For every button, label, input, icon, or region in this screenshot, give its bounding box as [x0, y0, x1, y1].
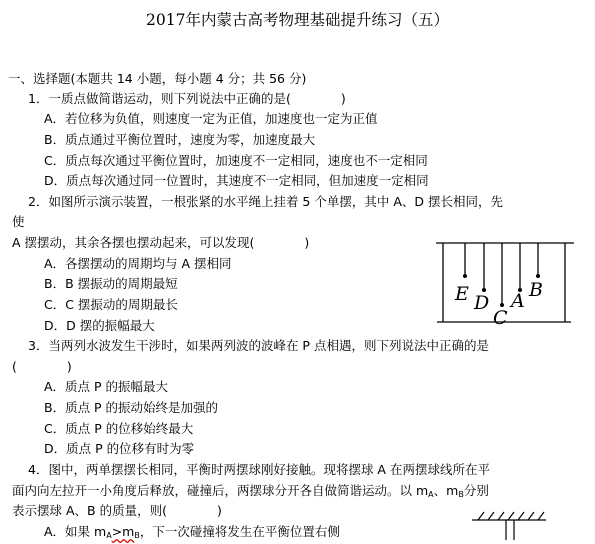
q4-stem-line2 — [12, 482, 489, 503]
q1-option-d: D．质点每次通过同一位置时，其速度不一定相同，但加速度一定相同 — [44, 173, 429, 188]
subscript-b: B — [458, 490, 464, 499]
q3-option-b: B．质点 P 的振动始终是加强的 — [44, 400, 219, 415]
label-d: D — [474, 292, 490, 314]
q3-stem-line1: 3．当两列水波发生干涉时，如果两列波的波峰在 P 点相遇，则下列说法中正确的是 — [28, 338, 489, 353]
q3-option-a: A．质点 P 的振幅最大 — [44, 379, 169, 394]
page-title: 2017年内蒙古高考物理基础提升练习（五） — [146, 11, 449, 29]
subscript-a: A — [106, 531, 112, 540]
pendulum-figure — [433, 238, 583, 328]
q3-option-d: D．质点 P 的位移有时为零 — [44, 441, 195, 456]
q2-option-b: B．B 摆振动的周期最短 — [44, 276, 178, 291]
q4-stem2-post: 分别 — [463, 483, 489, 498]
label-e: E — [455, 283, 469, 305]
q1-option-c: C．质点每次通过平衡位置时，加速度不一定相同，速度也不一定相同 — [44, 153, 428, 168]
q4-a-gt: >m — [111, 524, 135, 539]
q4-stem-line1: 4．图中，两单摆摆长相同，平衡时两摆球刚好接触。现将摆球 A 在两摆球线所在平 — [28, 462, 490, 477]
subscript-b: B — [134, 531, 140, 540]
q2-stem-line3: A 摆摆动，其余各摆也摆动起来，可以发现( ) — [12, 235, 310, 250]
q4-a-pre: A．如果 m — [44, 524, 107, 539]
section-heading: 一、选择题(本题共 14 小题，每小题 4 分；共 56 分) — [8, 71, 307, 86]
q4-option-a — [44, 523, 340, 544]
subscript-a: A — [428, 490, 434, 499]
label-c: C — [493, 307, 508, 328]
q2-option-d: D．D 摆的振幅最大 — [44, 318, 155, 333]
q4-a-post: ，下一次碰撞将发生在平衡位置右侧 — [139, 524, 340, 539]
q1-option-a: A．若位移为负值，则速度一定为正值，加速度也一定为正值 — [44, 111, 378, 126]
q3-stem-line2: ( ) — [12, 359, 72, 374]
q1-option-b: B．质点通过平衡位置时，速度为零，加速度最大 — [44, 132, 316, 147]
label-a: A — [511, 290, 525, 312]
q2-stem-line1: 2．如图所示演示装置，一根张紧的水平绳上挂着 5 个单摆，其中 A、D 摆长相同，先 — [28, 194, 503, 209]
q4-stem2-pre: 面内向左拉开一小角度后释放，碰撞后，两摆球分开各自做简谐运动。以 m — [12, 483, 429, 498]
q4-sep: 、m — [433, 483, 459, 498]
q3-option-c: C．质点 P 的位移始终最大 — [44, 421, 194, 436]
q2-option-c: C．C 摆振动的周期最长 — [44, 297, 178, 312]
q4-stem-line3: 表示摆球 A、B 的质量，则( ) — [12, 503, 222, 518]
ceiling-hatch-figure — [470, 510, 550, 540]
label-b: B — [529, 279, 543, 301]
q2-option-a: A．各摆摆动的周期均与 A 摆相同 — [44, 256, 232, 271]
q2-stem-line2: 使 — [12, 214, 25, 229]
q1-stem: 1．一质点做简谐运动，则下列说法中正确的是( ) — [28, 91, 346, 106]
